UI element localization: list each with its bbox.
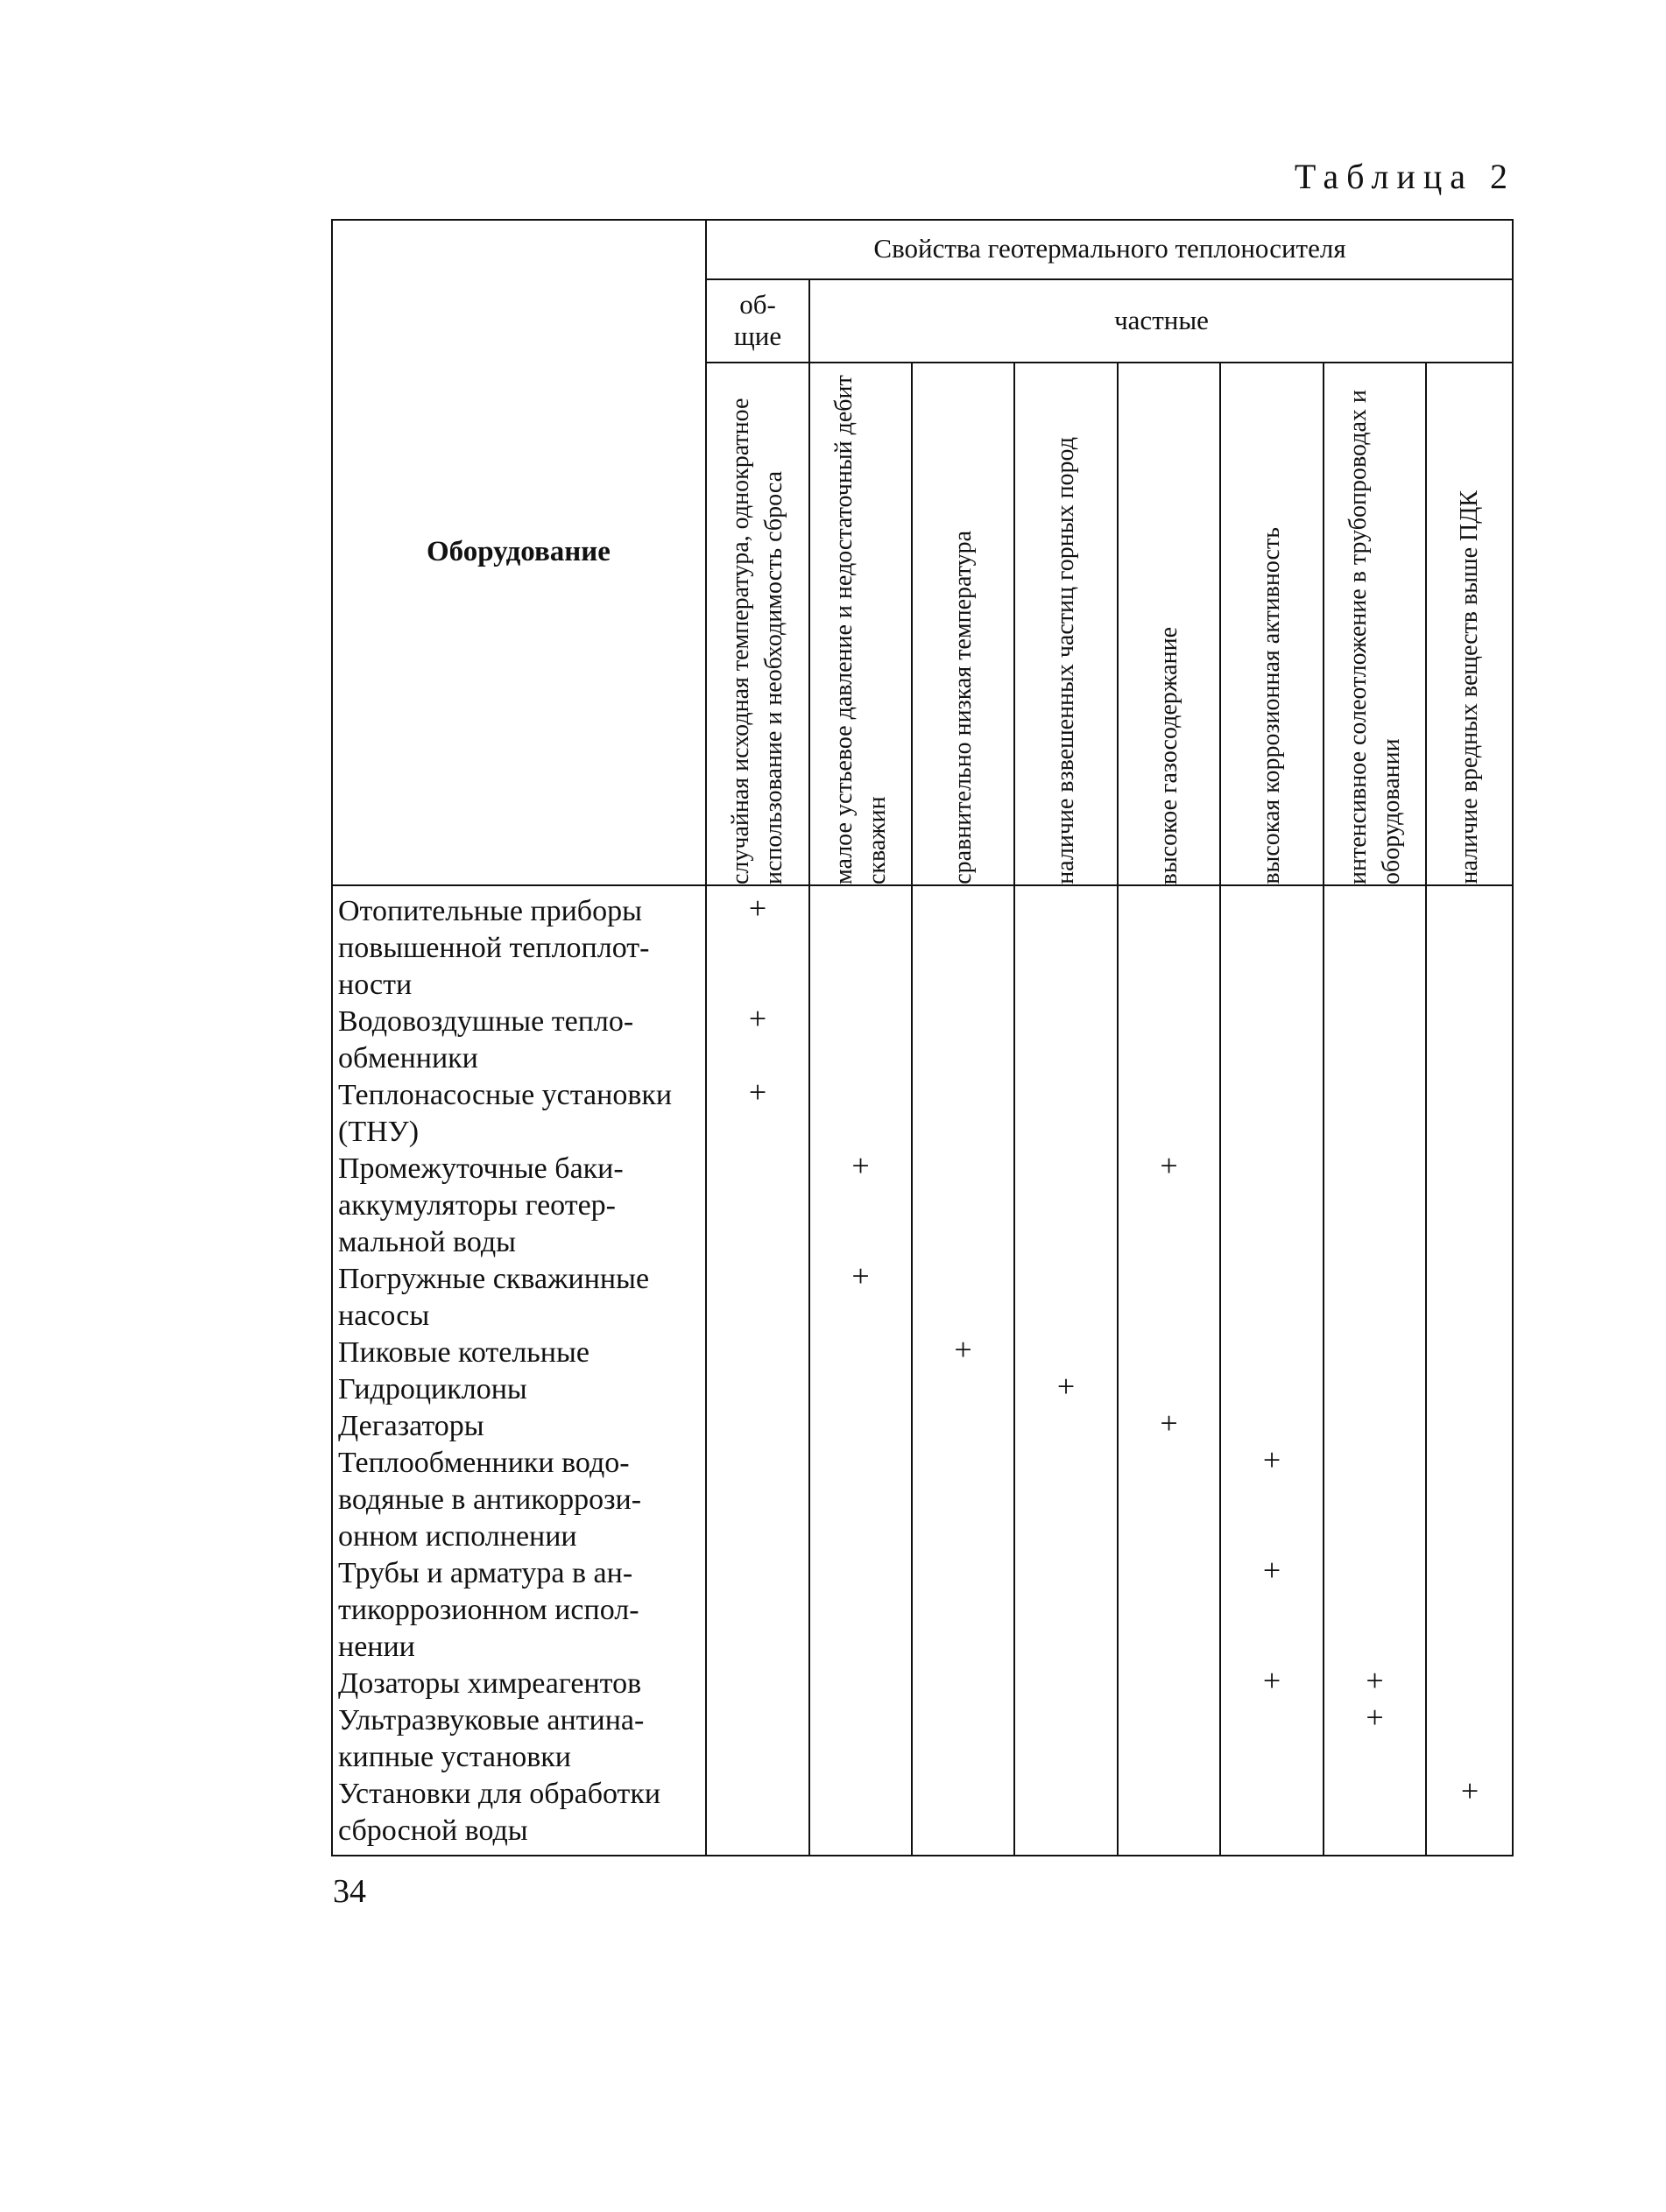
property-mark: + (1056, 1369, 1076, 1404)
column-header-label: случайная исходная температура, однократное использование и необходимость сброса (727, 398, 787, 884)
equipment-name: Пиковые котельные (338, 1336, 589, 1369)
equipment-name: Трубы и арматура в антикоррозионном исполнении (338, 1557, 639, 1663)
property-mark: + (1262, 1553, 1281, 1588)
property-mark: + (954, 1332, 972, 1367)
header-bottom-divider (331, 884, 1514, 886)
table-caption: Таблица 2 (1294, 157, 1515, 196)
equipment-name: Дегазаторы (338, 1410, 484, 1442)
property-mark: + (748, 891, 767, 926)
table-border-bottom (331, 1855, 1514, 1856)
property-mark: + (1366, 1700, 1384, 1735)
equipment-name: Дозаторы химреагентов (338, 1667, 642, 1700)
column-header (912, 362, 1014, 884)
property-mark: + (1160, 1148, 1178, 1183)
column-header (1324, 362, 1426, 884)
equipment-header: Оборудование (427, 536, 611, 567)
table-border-left (331, 219, 333, 1856)
group-specific-header: частные (1114, 304, 1209, 335)
column-header-label: наличие вредных веществ выше ПДК (1456, 490, 1483, 884)
header-divider (706, 278, 1514, 280)
group-general-header: об- щие (733, 288, 782, 351)
column-header (1118, 362, 1220, 884)
column-header-label: высокое газосодержание (1154, 626, 1182, 884)
properties-header: Свойства геотермального теплоносителя (873, 233, 1346, 264)
equipment-name: Теплообменники водоводяные в антикоррозионном исполнении (338, 1447, 642, 1553)
property-mark: + (1262, 1663, 1281, 1698)
property-mark: + (748, 1074, 767, 1110)
equipment-properties-table (331, 219, 1514, 1856)
column-header (1220, 362, 1324, 884)
equipment-name: Промежуточные баки-аккумуляторы геотермальной воды (338, 1152, 624, 1258)
page-number: 34 (333, 1873, 366, 1910)
equipment-name: Водовоздушные теплообменники (338, 1005, 634, 1074)
equipment-name: Ультразвуковые антинакипные установки (338, 1704, 645, 1773)
equipment-name: Отопительные приборы повышенной теплоплотности (338, 895, 650, 1001)
property-mark: + (748, 1001, 767, 1036)
column-header-label: интенсивное солеотложение в трубопроводах и оборудовании (1344, 390, 1405, 884)
property-mark: + (1366, 1663, 1384, 1698)
equipment-name: Гидроциклоны (338, 1373, 527, 1405)
column-header-label: наличие взвешенных частиц горных пород (1052, 437, 1079, 884)
column-header (1426, 362, 1514, 884)
property-mark: + (1460, 1773, 1479, 1808)
property-mark: + (1262, 1442, 1281, 1477)
equipment-name: Установки для обработки сбросной воды (338, 1778, 661, 1847)
equipment-name: Погружные скважинные насосы (338, 1263, 650, 1332)
equipment-name: Теплонасосные установки (ТНУ) (338, 1079, 673, 1148)
column-header-label: малое устьевое давление и недостаточный дебит скважин (829, 375, 891, 884)
property-mark: + (851, 1258, 870, 1293)
column-header (706, 362, 809, 884)
column-header-label: сравнительно низкая температура (949, 531, 977, 884)
column-header (809, 362, 912, 884)
column-header-label: высокая коррозионная активность (1258, 527, 1285, 884)
table-border-top (331, 219, 1514, 221)
property-mark: + (851, 1148, 870, 1183)
property-mark: + (1160, 1405, 1178, 1441)
column-header (1014, 362, 1118, 884)
